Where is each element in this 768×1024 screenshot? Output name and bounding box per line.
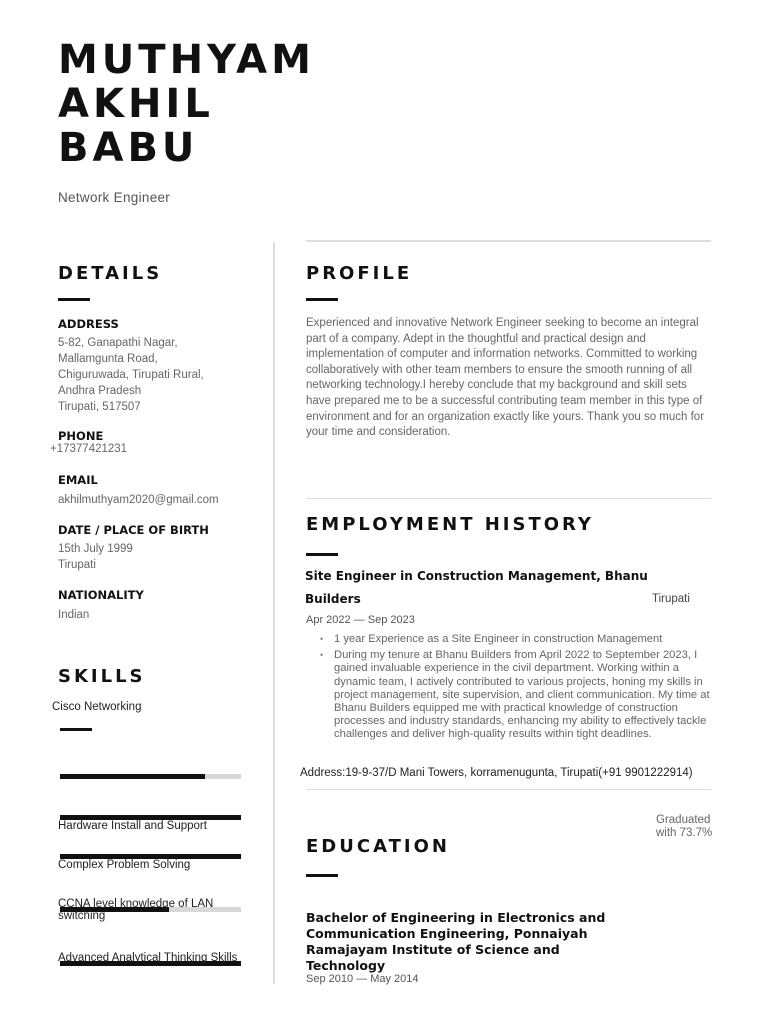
- profile-heading-underline: [306, 298, 338, 301]
- address-label: ADDRESS: [58, 317, 119, 331]
- address-value: [58, 335, 204, 415]
- bullet-icon: •: [320, 650, 324, 661]
- job-title-line-1: Site Engineer in Construction Management, Bhanu: [305, 569, 648, 583]
- details-heading: DETAILS: [58, 263, 163, 284]
- details-heading-underline: [58, 298, 90, 301]
- section-divider: [306, 789, 711, 790]
- degree-dates: Sep 2010 — May 2014: [306, 973, 419, 985]
- address-line: Tirupati, 517507: [58, 401, 141, 413]
- skill-name: Complex Problem Solving: [58, 859, 191, 871]
- skills-heading-underline: [60, 728, 92, 731]
- job-title: Network Engineer: [58, 190, 171, 205]
- job-bullets: [320, 633, 720, 745]
- phone-value: +17377421231: [50, 443, 128, 455]
- name-line-3: BABU: [58, 125, 199, 171]
- profile-summary: Experienced and innovative Network Engineer seeking to become an integral part of a company. Adept in the thoughtful and practical design and implementation of computer and information networks. Committed to working collaboratively with other team members to ensure the smooth running of all networking technology.I hereby conclude that my background and skill sets have prepared me to be a successful contributing team member in this type of environment and for an organization exactly like yours. Thank you so much for your time and consideration.: [306, 317, 705, 439]
- skill-name: Hardware Install and Support: [58, 820, 207, 832]
- section-divider: [306, 498, 711, 499]
- list-item: [320, 633, 720, 646]
- list-item: [320, 649, 720, 741]
- job-title-line-2: Builders: [305, 592, 361, 606]
- employment-heading-underline: [306, 553, 338, 556]
- skills-heading: SKILLS: [58, 666, 146, 687]
- name-line-2: AKHIL: [58, 81, 214, 127]
- nationality-label: NATIONALITY: [58, 588, 144, 602]
- dob-date: 15th July 1999: [58, 543, 133, 555]
- bullet-icon: •: [320, 634, 324, 644]
- email-value[interactable]: akhilmuthyam2020@gmail.com: [58, 494, 219, 506]
- bullet-text: 1 year Experience as a Site Engineer in construction Management: [334, 633, 663, 645]
- skill-name: Cisco Networking: [52, 701, 142, 713]
- address-line: Chiguruwada, Tirupati Rural,: [58, 369, 204, 381]
- dob-value: [58, 541, 133, 573]
- email-label: EMAIL: [58, 473, 98, 487]
- job-dates: Apr 2022 — Sep 2023: [306, 614, 415, 626]
- profile-heading: PROFILE: [306, 263, 413, 284]
- skill-bar: [60, 774, 241, 779]
- education-heading: EDUCATION: [306, 836, 450, 857]
- address-line: Mallamgunta Road,: [58, 353, 158, 365]
- job-city: Tirupati: [652, 593, 690, 605]
- skill-name: Advanced Analytical Thinking Skills: [58, 952, 238, 964]
- graduation-note: Graduated with 73.7%: [656, 814, 713, 839]
- name-line-1: MUTHYAM: [58, 37, 315, 83]
- bullet-text: During my tenure at Bhanu Builders from April 2022 to September 2023, I gained invaluable experience in the civil department. Working within a dynamic team, I actively contributed to various projects, honing my skills in project management, site supervision, and client communication. My time at Bhanu Builders equipped me with practical knowledge of construction processes and industry standards, enhancing my ability to effectively tackle challenges and deliver high-quality results within tight deadlines.: [334, 649, 710, 741]
- skill-bar-fill: [60, 774, 205, 779]
- phone-label: PHONE: [58, 429, 104, 443]
- employer-address: Address:19-9-37/D Mani Towers, korramenugunta, Tirupati(+91 9901222914): [300, 767, 693, 779]
- employment-heading: EMPLOYMENT HISTORY: [306, 514, 594, 535]
- top-divider: [306, 240, 711, 242]
- column-divider: [273, 242, 275, 984]
- address-line: 5-82, Ganapathi Nagar,: [58, 337, 178, 349]
- skill-name: CCNA level knowledge of LAN switching: [58, 898, 214, 922]
- birth-place: Tirupati: [58, 559, 96, 571]
- dob-label: DATE / PLACE OF BIRTH: [58, 523, 209, 537]
- degree-title: Bachelor of Engineering in Electronics and Communication Engineering, Ponnaiyah Ramajayam Institute of Science and Technology: [306, 910, 606, 973]
- address-line: Andhra Pradesh: [58, 385, 142, 397]
- nationality-value: Indian: [58, 609, 90, 621]
- education-heading-underline: [306, 874, 338, 877]
- candidate-name: [58, 38, 315, 170]
